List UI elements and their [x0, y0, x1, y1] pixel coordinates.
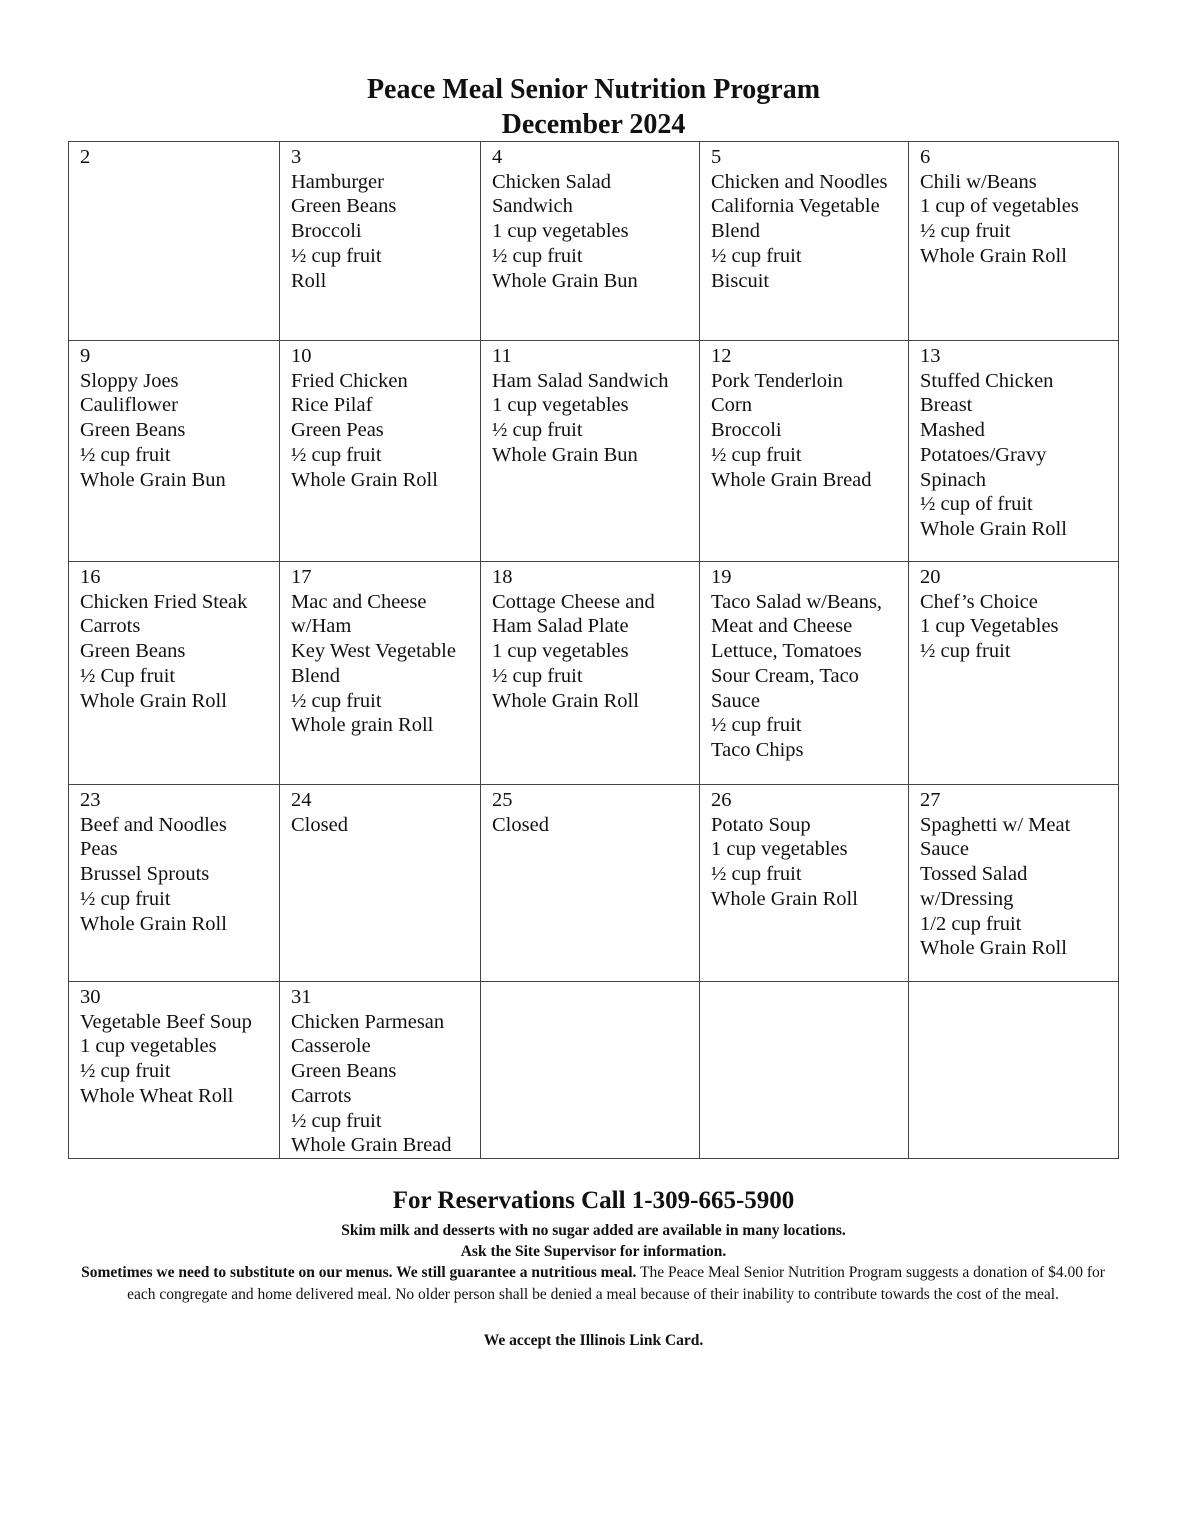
day-cell-27: [909, 785, 1119, 982]
supervisor-note: Ask the Site Supervisor for information.: [460, 1243, 727, 1260]
day-number: 6: [920, 146, 931, 168]
menu-item: Lettuce, Tomatoes: [711, 640, 862, 663]
menu-item: Blend: [291, 664, 340, 687]
menu-item: Potatoes/Gravy: [920, 443, 1047, 466]
menu-item: ½ cup fruit: [920, 640, 1011, 663]
menu-item: w/Dressing: [920, 887, 1014, 910]
menu-item: Sloppy Joes: [80, 369, 179, 392]
menu-calendar: [68, 141, 1119, 1159]
menu-item: Pork Tenderloin: [711, 369, 843, 392]
day-cell-19: [700, 562, 909, 785]
substitution-note: Sometimes we need to substitute on our menus. We still guarantee a nutritious meal.: [81, 1264, 637, 1281]
menu-item: 1 cup vegetables: [492, 220, 629, 243]
day-number: 18: [492, 566, 513, 588]
menu-item: Ham Salad Plate: [492, 615, 629, 638]
calendar-week-row: [69, 785, 1119, 982]
menu-item: Taco Chips: [711, 738, 804, 761]
menu-item: ½ cup fruit: [711, 714, 802, 737]
menu-item: Cauliflower: [80, 394, 178, 417]
day-number: 26: [711, 789, 732, 811]
menu-item: Whole Grain Bread: [291, 1134, 452, 1157]
menu-item: Sandwich: [492, 195, 573, 218]
menu-item: Peas: [80, 838, 118, 861]
program-title: Peace Meal Senior Nutrition Program: [366, 74, 821, 105]
menu-item: Casserole: [291, 1035, 371, 1058]
menu-item: ½ cup fruit: [80, 443, 171, 466]
menu-item: Carrots: [291, 1084, 352, 1107]
calendar-week-row: [69, 341, 1119, 562]
menu-item: Whole Grain Roll: [80, 689, 227, 712]
menu-item: Sauce: [711, 689, 760, 712]
menu-item: Green Peas: [291, 419, 384, 442]
menu-item: Spinach: [920, 468, 987, 491]
menu-item: Beef and Noodles: [80, 813, 227, 836]
menu-item: Green Beans: [291, 195, 397, 218]
menu-item: California Vegetable: [711, 195, 880, 218]
menu-item: Whole Grain Roll: [920, 244, 1067, 267]
empty-day-cell: [909, 982, 1119, 1159]
menu-item: ½ cup fruit: [291, 443, 382, 466]
menu-item: Chili w/Beans: [920, 170, 1037, 193]
menu-item: ½ cup fruit: [920, 220, 1011, 243]
menu-item: Brussel Sprouts: [80, 863, 210, 886]
menu-item: Broccoli: [711, 419, 782, 442]
menu-item: Sauce: [920, 838, 969, 861]
day-number: 23: [80, 789, 101, 811]
day-number: 17: [291, 566, 312, 588]
day-cell-25: [481, 785, 700, 982]
menu-item: Whole Grain Roll: [80, 912, 227, 935]
day-number: 5: [711, 146, 722, 168]
day-number: 4: [492, 146, 503, 168]
menu-item: Chicken and Noodles: [711, 170, 888, 193]
menu-item: Whole Grain Bun: [80, 468, 226, 491]
menu-item: Green Beans: [291, 1060, 397, 1083]
day-cell-16: [69, 562, 280, 785]
menu-item: Tossed Salad: [920, 863, 1028, 886]
day-cell-2: [69, 142, 280, 341]
day-number: 20: [920, 566, 941, 588]
menu-item: 1 cup of vegetables: [920, 195, 1079, 218]
day-cell-17: [280, 562, 481, 785]
day-cell-13: [909, 341, 1119, 562]
day-cell-18: [481, 562, 700, 785]
donation-note: The Peace Meal Senior Nutrition Program suggests a donation of $4.00 for each congregate and home delivered meal. No older person shall be denied a meal because of their inability to contribute towards the cost of the meal.: [127, 1264, 1105, 1303]
day-number: 16: [80, 566, 101, 588]
day-cell-30: [69, 982, 280, 1159]
menu-item: 1 cup vegetables: [80, 1035, 217, 1058]
day-number: 12: [711, 345, 732, 367]
menu-item: ½ cup fruit: [711, 863, 802, 886]
day-number: 25: [492, 789, 513, 811]
menu-item: Key West Vegetable: [291, 640, 456, 663]
day-number: 27: [920, 789, 941, 811]
donation-paragraph: [70, 1262, 1116, 1306]
day-cell-24: [280, 785, 481, 982]
menu-item: w/Ham: [291, 615, 352, 638]
menu-item: Whole Grain Roll: [920, 517, 1067, 540]
day-number: 31: [291, 986, 312, 1008]
menu-item: ½ cup fruit: [492, 664, 583, 687]
menu-item: Roll: [291, 269, 327, 292]
day-cell-12: [700, 341, 909, 562]
menu-item: Blend: [711, 220, 760, 243]
day-number: 19: [711, 566, 732, 588]
menu-item: Biscuit: [711, 269, 770, 292]
menu-item: Chicken Parmesan: [291, 1010, 445, 1033]
menu-item: Green Beans: [80, 419, 186, 442]
menu-item: Chicken Salad: [492, 170, 611, 193]
day-cell-3: [280, 142, 481, 341]
menu-item: Potato Soup: [711, 813, 811, 836]
menu-item: Meat and Cheese: [711, 615, 853, 638]
menu-item: Whole Grain Roll: [920, 937, 1067, 960]
day-cell-4: [481, 142, 700, 341]
menu-item: Vegetable Beef Soup: [80, 1010, 252, 1033]
menu-item: Whole Grain Roll: [711, 887, 858, 910]
day-cell-9: [69, 341, 280, 562]
menu-item: Chicken Fried Steak: [80, 590, 248, 613]
day-number: 13: [920, 345, 941, 367]
menu-item: Closed: [492, 813, 549, 836]
menu-item: 1/2 cup fruit: [920, 912, 1022, 935]
reservations-line: For Reservations Call 1-309-665-5900: [392, 1187, 795, 1214]
menu-item: ½ cup fruit: [492, 419, 583, 442]
day-number: 11: [492, 345, 512, 367]
menu-item: Sour Cream, Taco: [711, 664, 859, 687]
empty-day-cell: [700, 982, 909, 1159]
menu-item: Green Beans: [80, 640, 186, 663]
day-number: 10: [291, 345, 312, 367]
menu-item: ½ cup fruit: [492, 244, 583, 267]
menu-item: Mac and Cheese: [291, 590, 427, 613]
menu-item: Whole Grain Bread: [711, 468, 872, 491]
menu-item: ½ cup fruit: [711, 244, 802, 267]
day-number: 24: [291, 789, 312, 811]
day-cell-11: [481, 341, 700, 562]
skim-milk-note: Skim milk and desserts with no sugar added are available in many locations.: [341, 1222, 846, 1239]
menu-item: Stuffed Chicken: [920, 369, 1054, 392]
month-title: December 2024: [501, 109, 686, 140]
day-number: 3: [291, 146, 302, 168]
menu-item: Hamburger: [291, 170, 384, 193]
empty-day-cell: [481, 982, 700, 1159]
menu-item: 1 cup Vegetables: [920, 615, 1059, 638]
menu-item: ½ cup fruit: [291, 1109, 382, 1132]
day-cell-6: [909, 142, 1119, 341]
day-cell-26: [700, 785, 909, 982]
menu-item: ½ cup fruit: [291, 689, 382, 712]
menu-item: 1 cup vegetables: [711, 838, 848, 861]
menu-item: Whole Grain Bun: [492, 443, 638, 466]
menu-item: ½ cup fruit: [80, 1060, 171, 1083]
menu-item: Breast: [920, 394, 973, 417]
day-cell-10: [280, 341, 481, 562]
menu-item: Corn: [711, 394, 752, 417]
menu-item: ½ cup fruit: [80, 887, 171, 910]
menu-item: ½ cup fruit: [291, 244, 382, 267]
menu-item: Whole Wheat Roll: [80, 1084, 234, 1107]
menu-item: Whole Grain Roll: [291, 468, 438, 491]
menu-item: Rice Pilaf: [291, 394, 373, 417]
menu-item: Spaghetti w/ Meat: [920, 813, 1071, 836]
menu-item: Whole Grain Bun: [492, 269, 638, 292]
day-cell-31: [280, 982, 481, 1159]
calendar-week-row: [69, 562, 1119, 785]
menu-item: Fried Chicken: [291, 369, 408, 392]
day-cell-5: [700, 142, 909, 341]
menu-item: Closed: [291, 813, 348, 836]
link-card-note: We accept the Illinois Link Card.: [483, 1332, 704, 1349]
menu-item: Broccoli: [291, 220, 362, 243]
menu-item: Cottage Cheese and: [492, 590, 655, 613]
menu-item: Mashed: [920, 419, 985, 442]
menu-item: 1 cup vegetables: [492, 394, 629, 417]
menu-item: ½ cup fruit: [711, 443, 802, 466]
menu-item: Ham Salad Sandwich: [492, 369, 669, 392]
menu-item: Taco Salad w/Beans,: [711, 590, 883, 613]
menu-item: Carrots: [80, 615, 141, 638]
day-cell-20: [909, 562, 1119, 785]
day-number: 2: [80, 146, 91, 168]
menu-item: 1 cup vegetables: [492, 640, 629, 663]
calendar-week-row: [69, 982, 1119, 1159]
calendar-week-row: [69, 142, 1119, 341]
day-number: 9: [80, 345, 91, 367]
menu-item: Chef’s Choice: [920, 590, 1038, 613]
menu-item: ½ Cup fruit: [80, 664, 176, 687]
day-number: 30: [80, 986, 101, 1008]
menu-item: ½ cup of fruit: [920, 493, 1033, 516]
day-cell-23: [69, 785, 280, 982]
menu-item: Whole grain Roll: [291, 714, 434, 737]
menu-item: Whole Grain Roll: [492, 689, 639, 712]
